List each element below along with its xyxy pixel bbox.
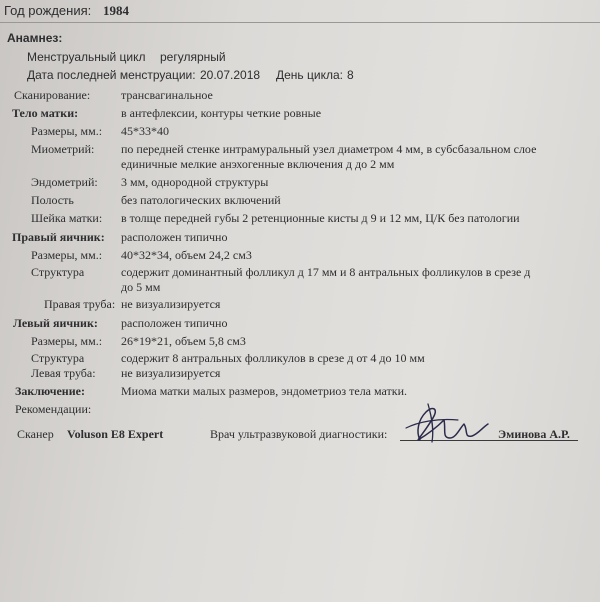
myometrium-label: Миометрий:: [31, 142, 95, 156]
cervix-value: в толще передней губы 2 ретенционные кисты д 9 и 12 мм, Ц/К без патологии: [121, 211, 520, 225]
left-ovary-size-value: 26*19*21, объем 5,8 см3: [121, 334, 246, 348]
conclusion-value: Миома матки малых размеров, эндометриоз тела матки.: [121, 384, 408, 398]
right-tube-value: не визуализируется: [121, 297, 221, 311]
myometrium-line-2: единичные мелкие анэхогенные включения д до 2 мм: [121, 157, 395, 171]
cavity-value: без патологических включений: [121, 193, 281, 207]
signature-mark: [398, 398, 508, 448]
right-ovary-position: расположен типично: [121, 230, 228, 244]
left-ovary-title: Левый яичник:: [13, 316, 98, 330]
left-tube-value: не визуализируется: [121, 366, 221, 380]
cervix-label: Шейка матки:: [31, 211, 103, 225]
right-ovary-structure-line-2: до 5 мм: [121, 280, 161, 294]
scanner-value: Voluson E8 Expert: [67, 427, 164, 441]
doctor-name: Эминова А.Р.: [498, 427, 570, 441]
myometrium-line-1: по передней стенке интрамуральный узел диаметром 4 мм, в субсбазальном слое: [121, 142, 537, 156]
cycle-value: регулярный: [160, 50, 226, 64]
conclusion-label: Заключение:: [15, 384, 85, 398]
endometrium-label: Эндометрий:: [31, 175, 98, 189]
cycle-label: Менструальный цикл: [27, 50, 146, 64]
doctor-label: Врач ультразвуковой диагностики:: [210, 427, 388, 441]
left-ovary-position: расположен типично: [121, 316, 228, 330]
cycle-day-value: 8: [347, 68, 354, 82]
recommendations-label: Рекомендации:: [15, 402, 92, 416]
left-tube-label: Левая труба:: [31, 366, 96, 380]
cycle-day-label: День цикла:: [276, 68, 343, 82]
last-period-value: 20.07.2018: [200, 68, 261, 82]
right-ovary-structure-line-1: содержит доминантный фолликул д 17 мм и 8 антральных фолликулов в срезе д: [121, 265, 531, 279]
left-ovary-structure-value: содержит 8 антральных фолликулов в срезе д от 4 до 10 мм: [121, 351, 425, 365]
last-period-label: Дата последней менструации:: [27, 68, 196, 82]
right-ovary-structure-label: Структура: [31, 265, 85, 279]
right-tube-label: Правая труба:: [44, 297, 116, 311]
cavity-label: Полость: [31, 193, 74, 207]
scanner-label: Сканер: [17, 427, 54, 441]
right-ovary-size-value: 40*32*34, объем 24,2 см3: [121, 248, 252, 262]
scan-value: трансвагинальное: [121, 88, 213, 102]
left-ovary-structure-label: Структура: [31, 351, 85, 365]
scan-label: Сканирование:: [14, 88, 91, 102]
left-ovary-size-label: Размеры, мм.:: [31, 334, 103, 348]
right-ovary-title: Правый яичник:: [12, 230, 105, 244]
right-ovary-size-label: Размеры, мм.:: [31, 248, 103, 262]
header-divider: [0, 22, 600, 23]
uterus-size-value: 45*33*40: [121, 124, 169, 138]
endometrium-value: 3 мм, однородной структуры: [121, 175, 269, 189]
anamnesis-title: Анамнез:: [7, 31, 63, 45]
birth-year-value: 1984: [103, 3, 129, 18]
uterus-title: Тело матки:: [12, 106, 79, 120]
uterus-size-label: Размеры, мм.:: [31, 124, 103, 138]
uterus-position: в антефлексии, контуры четкие ровные: [121, 106, 322, 120]
birth-year-label: Год рождения:: [4, 3, 92, 18]
